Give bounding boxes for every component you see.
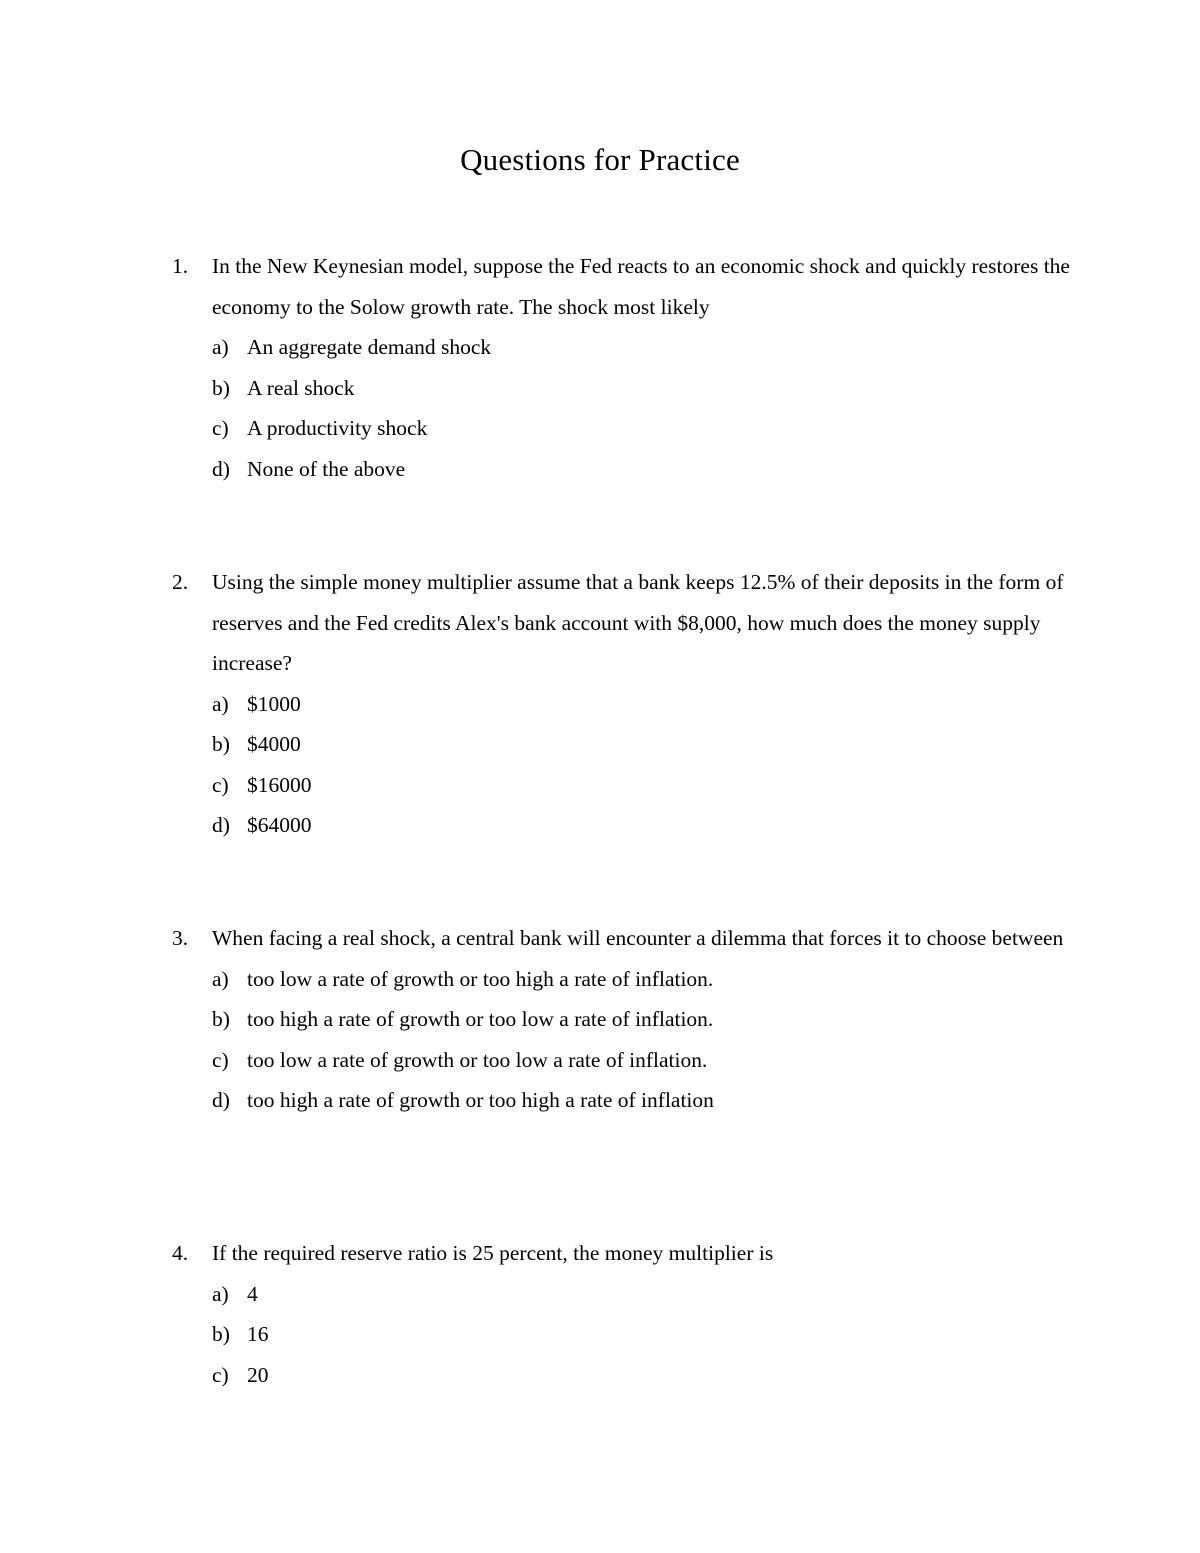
question-text: If the required reserve ratio is 25 percent, the money multiplier is: [212, 1241, 774, 1265]
option-text: $1000: [247, 691, 301, 716]
answer-option-a: [212, 327, 1072, 368]
option-letter: b): [212, 375, 230, 400]
option-text: too high a rate of growth or too low a rate of inflation.: [247, 1007, 714, 1031]
answer-option-a: [212, 1274, 1072, 1315]
question-stem: [172, 246, 1072, 327]
answer-option-b: [212, 1314, 1072, 1355]
answer-option-c: [212, 1040, 1072, 1081]
answer-options: [172, 1274, 1072, 1396]
question-stem: [172, 562, 1072, 684]
option-letter: c): [212, 772, 229, 797]
option-text: too low a rate of growth or too high a rate of inflation.: [247, 966, 714, 991]
option-letter: b): [212, 1007, 230, 1031]
answer-option-c: [212, 408, 1072, 449]
answer-option-b: [212, 999, 1072, 1040]
answer-option-a: [212, 684, 1072, 725]
answer-option-b: [212, 368, 1072, 409]
option-letter: d): [212, 456, 230, 481]
option-letter: b): [212, 1322, 230, 1346]
answer-option-b: [212, 724, 1072, 765]
question-text: When facing a real shock, a central bank will encounter a dilemma that forces it to choose between: [212, 926, 1064, 950]
answer-option-d: [212, 449, 1072, 490]
option-letter: c): [212, 416, 229, 440]
answer-option-c: [212, 765, 1072, 806]
answer-options: [172, 959, 1072, 1121]
option-text: $64000: [247, 813, 312, 837]
question-number: 1.: [172, 254, 189, 278]
option-text: A real shock: [247, 375, 355, 400]
option-letter: c): [212, 1047, 229, 1072]
page-title: Questions for Practice: [460, 142, 740, 177]
option-letter: c): [212, 1362, 229, 1387]
option-letter: a): [212, 335, 229, 359]
option-letter: d): [212, 1088, 230, 1112]
question-1: [172, 246, 1072, 489]
question-number: 2.: [172, 570, 189, 594]
answer-option-d: [212, 805, 1072, 846]
option-text: 4: [247, 1281, 258, 1306]
question-4: [172, 1233, 1072, 1395]
answer-option-d: [212, 1080, 1072, 1121]
option-text: A productivity shock: [247, 416, 428, 440]
option-letter: a): [212, 1281, 229, 1306]
question-number: 4.: [172, 1241, 189, 1265]
option-text: $16000: [247, 772, 312, 797]
option-letter: a): [212, 966, 229, 991]
question-text: Using the simple money multiplier assume that a bank keeps 12.5% of their deposits in the form of reserves and the Fed credits Alex's bank account with $8,000, how much does the money supply increase?: [212, 570, 1064, 675]
option-text: 20: [247, 1362, 269, 1387]
question-3: [172, 918, 1072, 1121]
option-text: too low a rate of growth or too low a rate of inflation.: [247, 1047, 708, 1072]
answer-option-a: [212, 959, 1072, 1000]
question-number: 3.: [172, 926, 189, 950]
option-text: An aggregate demand shock: [247, 335, 492, 359]
option-letter: d): [212, 813, 230, 837]
option-text: 16: [247, 1322, 269, 1346]
answer-options: [172, 327, 1072, 489]
question-stem: [172, 1233, 1072, 1274]
question-text: In the New Keynesian model, suppose the Fed reacts to an economic shock and quickly restores the economy to the Solow growth rate. The shock most likely: [212, 254, 1070, 319]
option-text: $4000: [247, 732, 301, 756]
answer-options: [172, 684, 1072, 846]
option-letter: a): [212, 691, 229, 716]
question-2: [172, 562, 1072, 846]
question-stem: [172, 918, 1072, 959]
option-letter: b): [212, 732, 230, 756]
option-text: None of the above: [247, 456, 406, 481]
answer-option-c: [212, 1355, 1072, 1396]
option-text: too high a rate of growth or too high a rate of inflation: [247, 1088, 714, 1112]
